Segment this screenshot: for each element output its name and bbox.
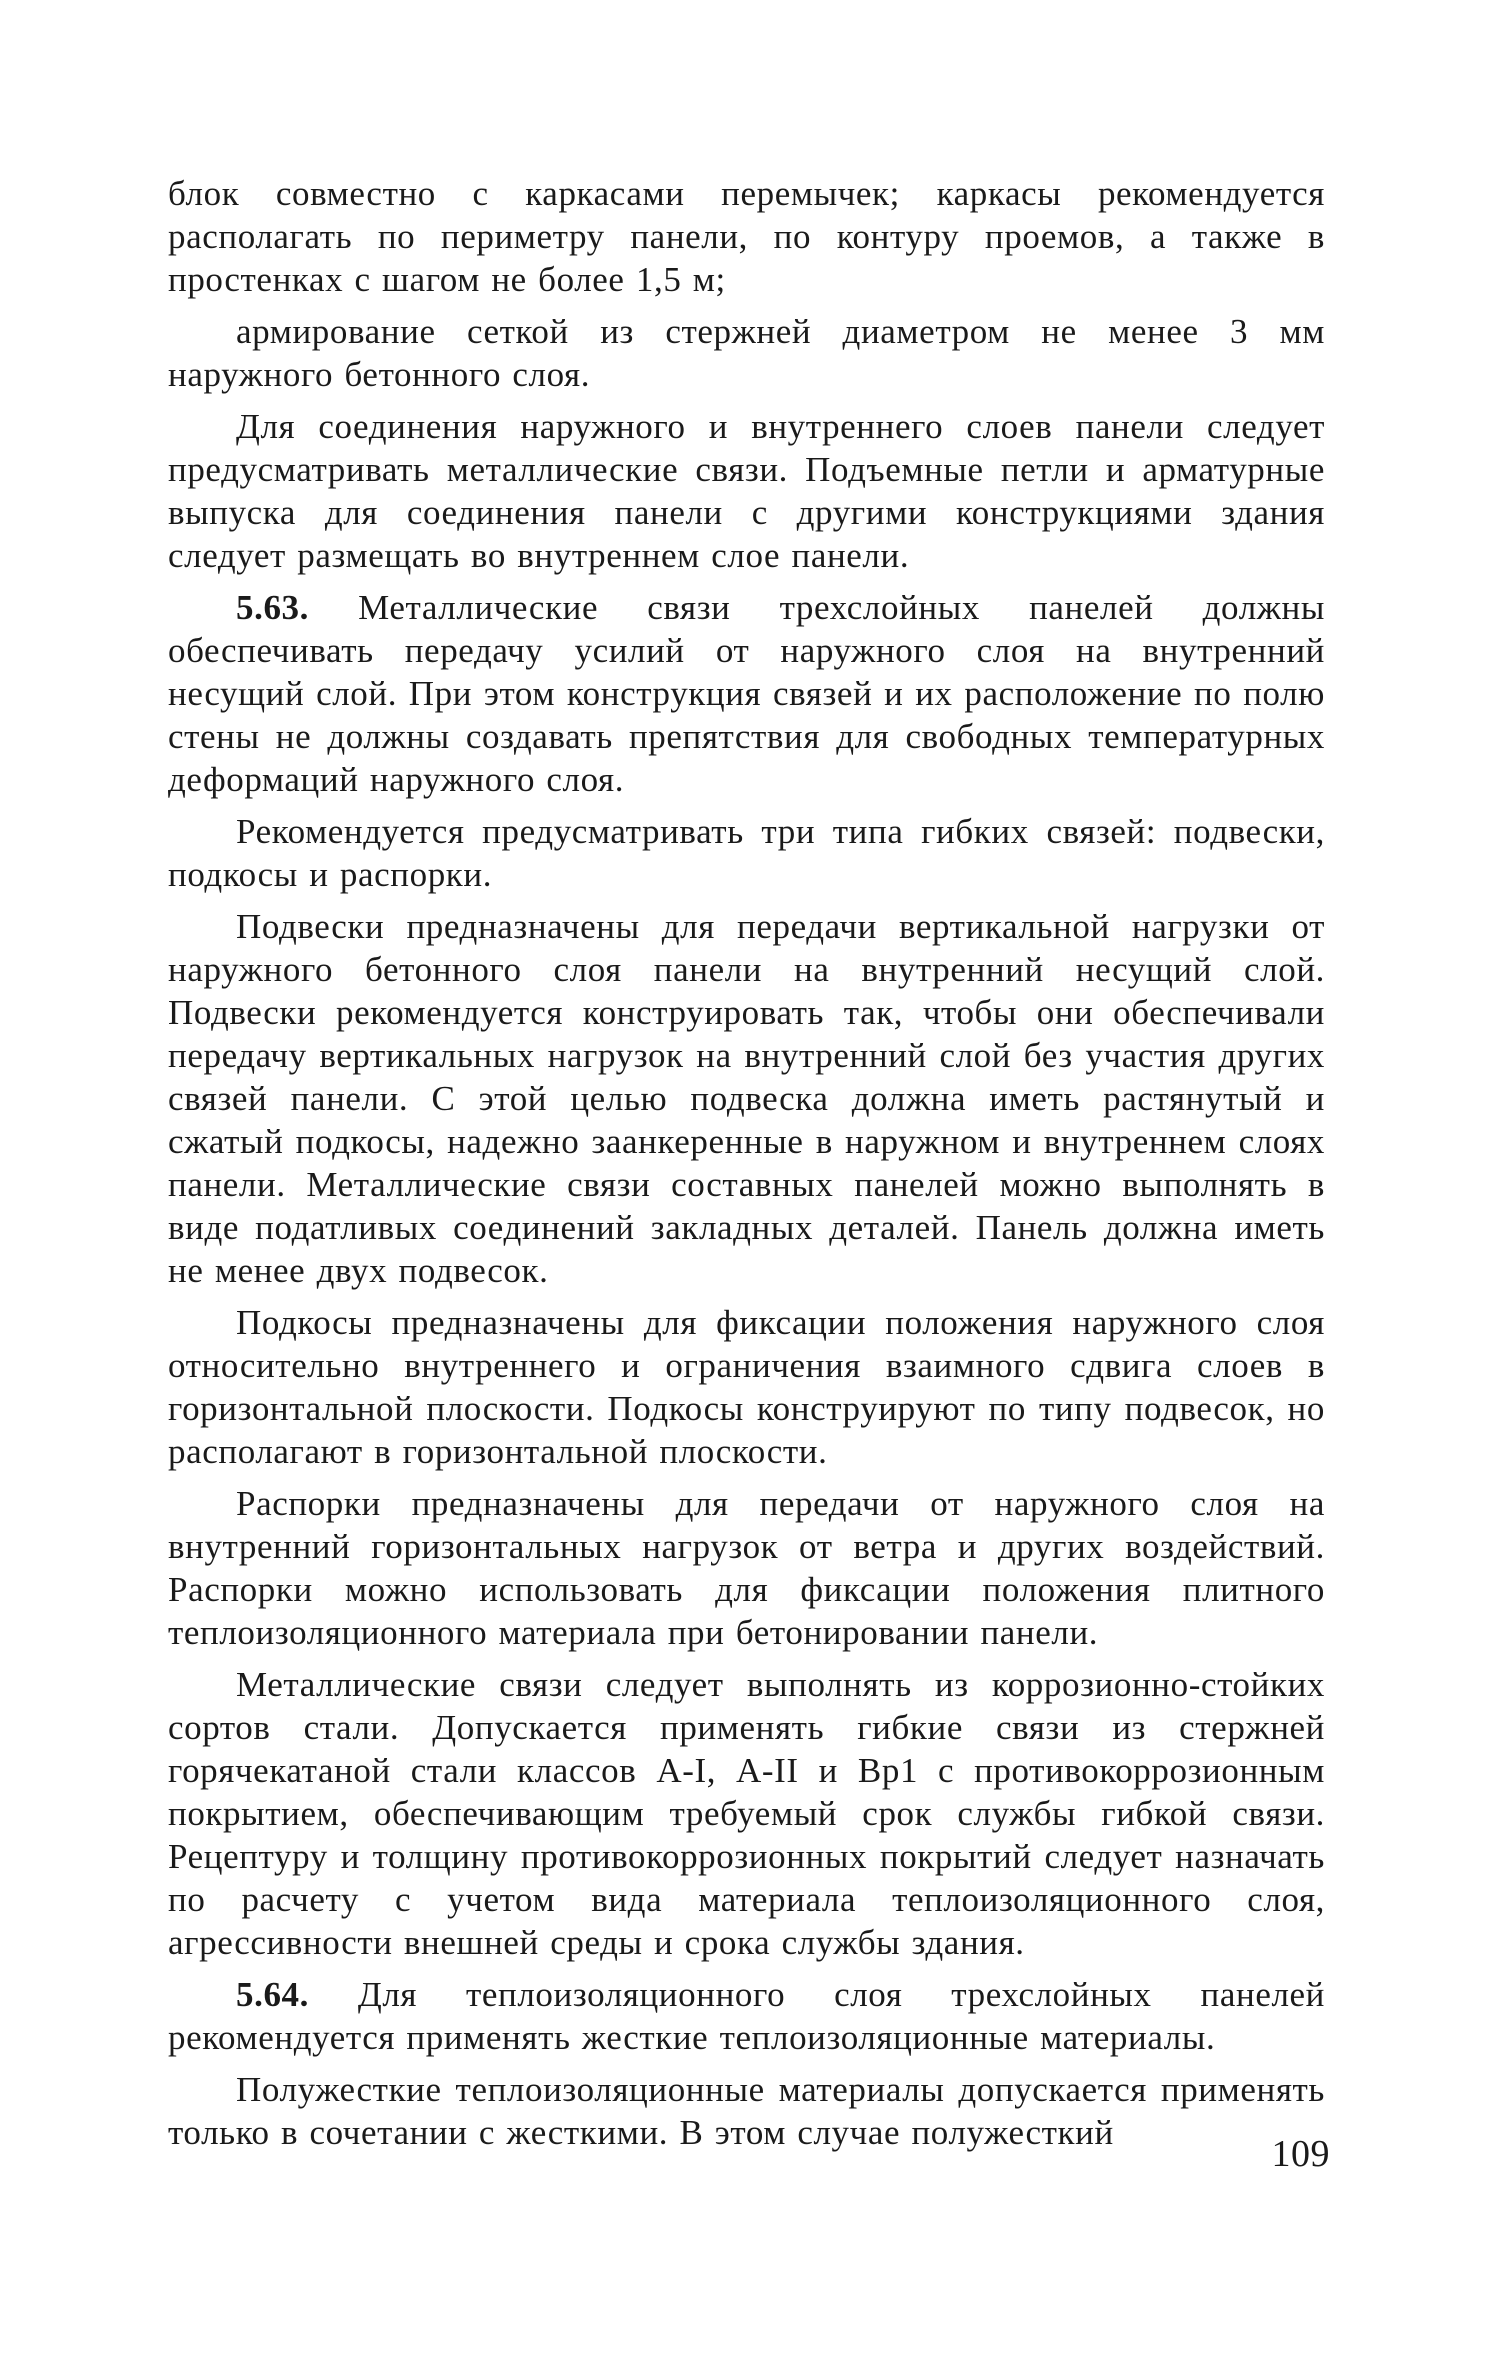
paragraph-1 <box>168 172 1325 301</box>
paragraph-3 <box>168 405 1325 577</box>
paragraph-2 <box>168 310 1325 396</box>
page-number: 109 <box>1271 2133 1330 2175</box>
paragraph-3-text: Для соединения наружного и внутреннего слоев панели следует предусматривать металлические связи. Подъемные петли и арматурные выпуска для соединения панели с другими конструкциями здания следует размещать во внутреннем слое панели. <box>168 407 1325 575</box>
paragraph-1-text: блок совместно с каркасами перемычек; каркасы рекомендуется располагать по периметру панели, по контуру проемов, а также в простенках с шагом не более 1,5 м; <box>168 174 1325 299</box>
paragraph-6 <box>168 905 1325 1292</box>
paragraph-5-text: Рекомендуется предусматривать три типа гибких связей: подвески, подкосы и распорки. <box>168 812 1325 894</box>
paragraph-8-text: Распорки предназначены для передачи от наружного слоя на внутренний горизонтальных нагрузок от ветра и других воздействий. Распорки можно использовать для фиксации положения плитного теплоизоляционного материала при бетонировании панели. <box>168 1484 1325 1652</box>
page-body <box>168 172 1325 2163</box>
clause-number: 5.63. <box>236 588 309 627</box>
paragraph-8 <box>168 1482 1325 1654</box>
paragraph-11-text: Полужесткие теплоизоляционные материалы допускается применять только в сочетании с жесткими. В этом случае полужесткий <box>168 2070 1325 2152</box>
paragraph-7 <box>168 1301 1325 1473</box>
paragraph-2-text: армирование сеткой из стержней диаметром не менее 3 мм наружного бетонного слоя. <box>168 312 1325 394</box>
clause-5-63 <box>168 586 1325 801</box>
clause-5-64-text: Для теплоизоляционного слоя трехслойных панелей рекомендуется применять жесткие теплоизоляционные материалы. <box>168 1975 1325 2057</box>
paragraph-11 <box>168 2068 1325 2154</box>
clause-5-64 <box>168 1973 1325 2059</box>
clause-number: 5.64. <box>236 1975 309 2014</box>
paragraph-7-text: Подкосы предназначены для фиксации положения наружного слоя относительно внутреннего и ограничения взаимного сдвига слоев в горизонтальной плоскости. Подкосы конструируют по типу подвесок, но располагают в горизонтальной плоскости. <box>168 1303 1325 1471</box>
clause-5-63-text: Металлические связи трехслойных панелей должны обеспечивать передачу усилий от наружного слоя на внутренний несущий слой. При этом конструкция связей и их расположение по полю стены не должны создавать препятствия для свободных температурных деформаций наружного слоя. <box>168 588 1325 799</box>
paragraph-6-text: Подвески предназначены для передачи вертикальной нагрузки от наружного бетонного слоя панели на внутренний несущий слой. Подвески рекомендуется конструировать так, чтобы они обеспечивали передачу вертикальных нагрузок на внутренний слой без участия других связей панели. С этой целью подвеска должна иметь растянутый и сжатый подкосы, надежно заанкеренные в наружном и внутреннем слоях панели. Металлические связи составных панелей можно выполнять в виде податливых соединений закладных деталей. Панель должна иметь не менее двух подвесок. <box>168 907 1325 1290</box>
paragraph-9 <box>168 1663 1325 1964</box>
paragraph-9-text: Металлические связи следует выполнять из коррозионно-стойких сортов стали. Допускается применять гибкие связи из стержней горячекатаной стали классов А-I, А-II и Вр1 с противокоррозионным покрытием, обеспечивающим требуемый срок службы гибкой связи. Рецептуру и толщину противокоррозионных покрытий следует назначать по расчету с учетом вида материала теплоизоляционного слоя, агрессивности внешней среды и срока службы здания. <box>168 1665 1325 1962</box>
paragraph-5 <box>168 810 1325 896</box>
